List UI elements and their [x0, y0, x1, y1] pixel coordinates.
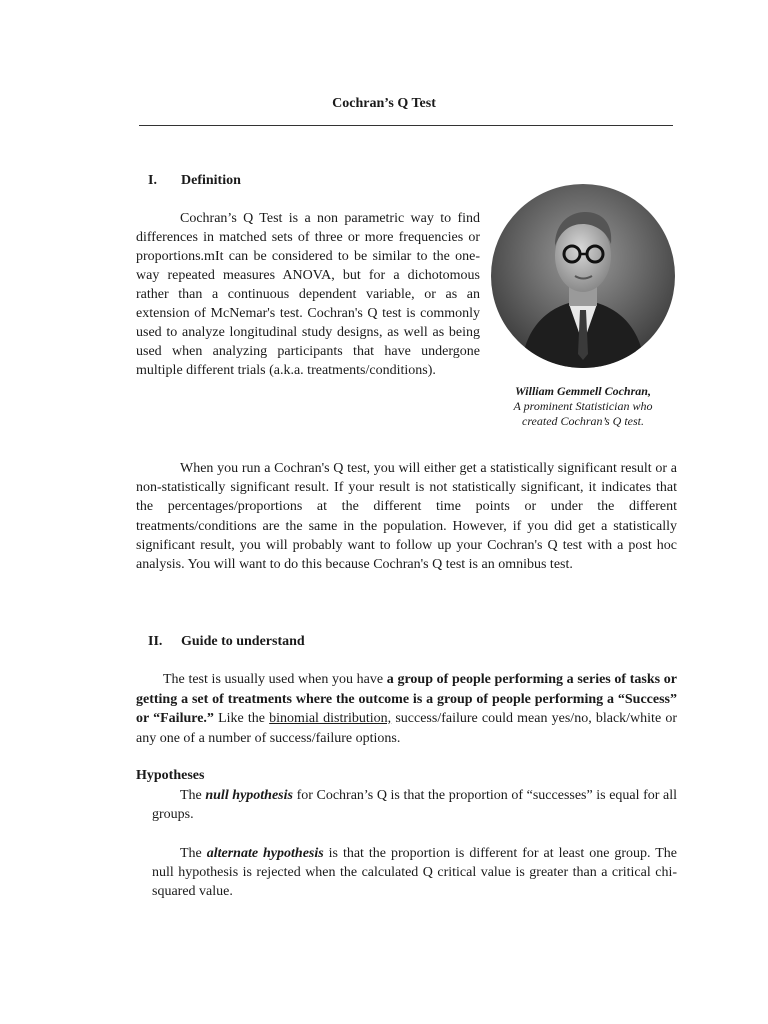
significance-paragraph [136, 459, 677, 574]
binomial-distribution-link[interactable]: binomial distribution, [269, 711, 392, 726]
guide-text-a: The test is usually used when you have [163, 672, 387, 687]
section-2-title: Guide to understand [181, 634, 305, 649]
section-1-number: I. [148, 173, 157, 188]
alternate-hypothesis-paragraph [152, 844, 677, 901]
caption-line-3: created Cochran’s Q test. [522, 414, 644, 428]
page-title: Cochran’s Q Test [332, 96, 436, 111]
alt-text-b: is that the proportion is different for at least one group. The null hypothesis is rejected when the calculated Q critical value is greater than a critical chi-squared value. [152, 846, 677, 899]
guide-text-b: Like the [213, 711, 270, 726]
portrait-caption [490, 384, 676, 429]
hypotheses-heading: Hypotheses [136, 768, 205, 783]
guide-text-c: success/failure could mean yes/no, black/white or any one of a number of success/failure options. [136, 711, 677, 746]
definition-text: Cochran’s Q Test is a non parametric way to find differences in matched sets of three or more frequencies or proportions.mIt can be considered to be similar to the one-way repeated measures ANOVA, but for a dichotomous rather than a continuous dependent variable, or as an extension of McNemar's test. Cochran's Q test is commonly used to analyze longitudinal study designs, as well as being used when analyzing participants that have undergone multiple different trials (a.k.a. treatments/conditions). [136, 211, 480, 378]
caption-name: William Gemmell Cochran, [515, 384, 651, 398]
section-2-heading [148, 632, 305, 651]
section-2-number: II. [148, 634, 163, 649]
title-rule [139, 125, 673, 126]
guide-paragraph [136, 670, 677, 748]
null-hypothesis-paragraph [152, 786, 677, 824]
portrait-photo [491, 184, 675, 368]
section-1-title: Definition [181, 173, 241, 188]
null-text-a: The [180, 788, 206, 803]
caption-line-2: A prominent Statistician who [513, 399, 653, 413]
alt-text-a: The [180, 846, 207, 861]
null-text-b: for Cochran’s Q is that the proportion of “successes” is equal for all groups. [152, 788, 678, 822]
portrait-illustration [491, 184, 675, 368]
significance-text: When you run a Cochran's Q test, you will either get a statistically significant result or a non-statistically significant result. If your result is not statistically significant, it indicates that the percentages/proportions at the different time points or under the different treatments/conditions are the same in the population. However, if you did get a statistically significant result, you will probably want to follow up your Cochran's Q test with a post hoc analysis. You will want to do this because Cochran's Q test is an omnibus test. [136, 461, 677, 573]
section-1-heading [148, 171, 241, 190]
definition-paragraph [136, 209, 480, 380]
null-hypothesis-term: null hypothesis [205, 788, 293, 803]
guide-text-bold: a group of people performing a series of tasks or getting a set of treatments where the outcome is a group of people performing a “Success” or “Failure.” [136, 672, 677, 726]
alternate-hypothesis-term: alternate hypothesis [206, 846, 324, 861]
